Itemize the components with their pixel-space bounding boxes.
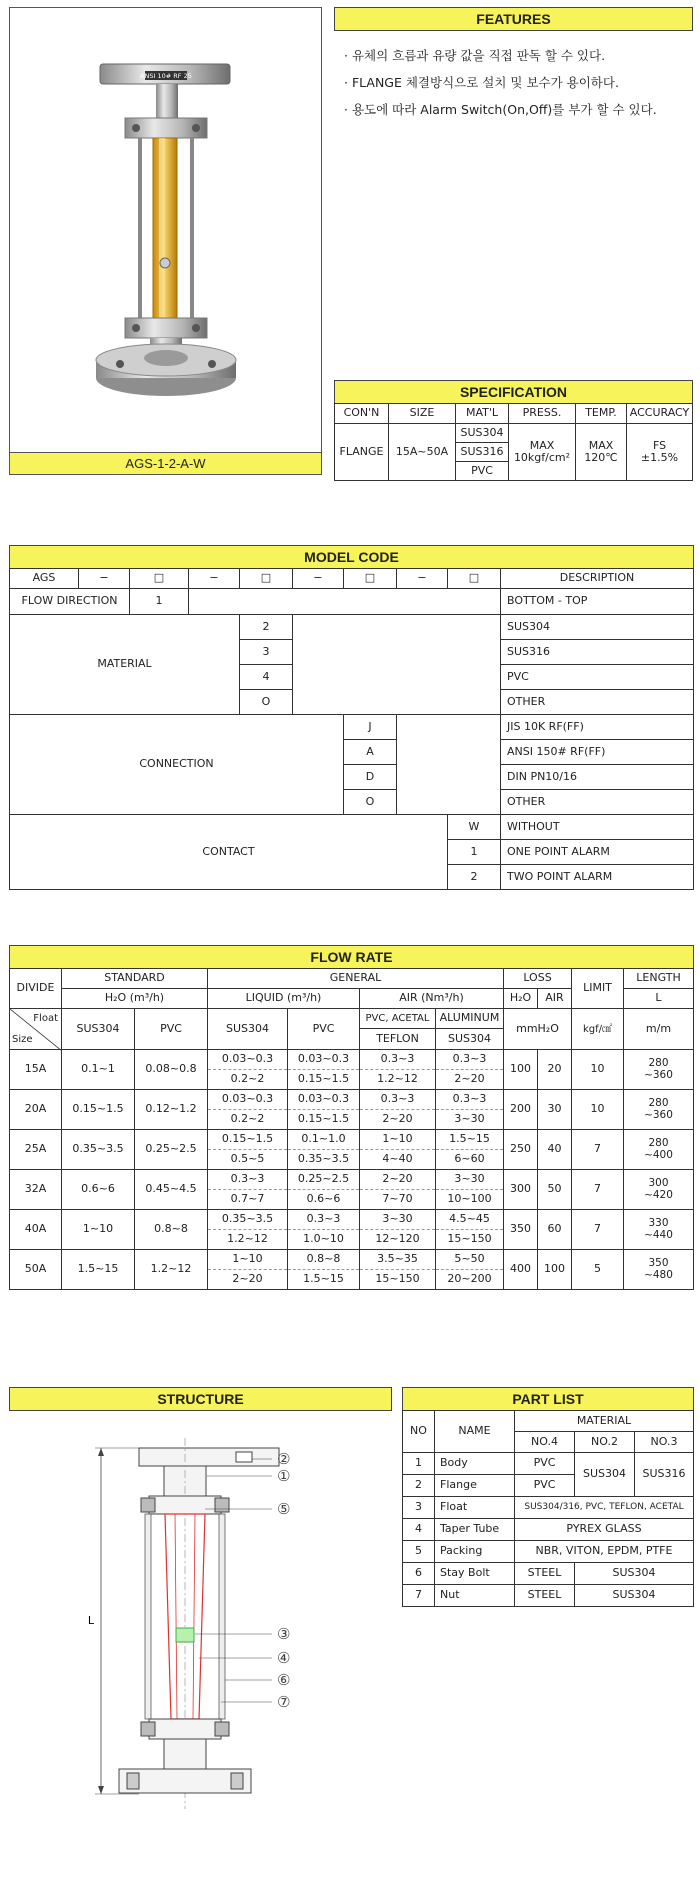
flow-limit: 7: [572, 1210, 624, 1250]
flow-air-pvc: 0.3~3: [360, 1090, 436, 1110]
flow-loss-air: 60: [538, 1210, 572, 1250]
parts-h-material: MATERIAL: [515, 1411, 694, 1432]
model-contact-label: CONTACT: [10, 815, 448, 890]
flow-std-sus304: 1~10: [62, 1210, 135, 1250]
part-no: 2: [403, 1475, 435, 1497]
flow-liq-pvc: 0.15~1.5: [288, 1070, 360, 1090]
flow-length-min: 350: [648, 1256, 669, 1269]
part-material-all: PYREX GLASS: [515, 1519, 694, 1541]
model-material-label: MATERIAL: [10, 615, 240, 715]
flow-h-mm: m/m: [624, 1009, 694, 1050]
flow-std-pvc: 1.2~12: [135, 1250, 208, 1290]
flow-air-al: 20~200: [436, 1270, 504, 1290]
flow-length-max: ~420: [644, 1188, 673, 1201]
model-material-code: 3: [240, 640, 293, 665]
flow-length: [624, 1050, 694, 1090]
callout-4: ④: [277, 1649, 291, 1667]
flow-title: FLOW RATE: [9, 945, 694, 969]
flow-air-pvc: 15~150: [360, 1270, 436, 1290]
flow-h-length: LENGTH: [624, 969, 694, 989]
flow-loss-air: 100: [538, 1250, 572, 1290]
flow-h-loss: LOSS: [504, 969, 572, 989]
part-mat23: SUS304: [575, 1563, 694, 1585]
flow-size: 20A: [10, 1090, 62, 1130]
model-connection-code: A: [344, 740, 397, 765]
flow-std-sus304: 0.1~1: [62, 1050, 135, 1090]
part-mat3: SUS316: [635, 1453, 694, 1497]
flow-h-size: Size: [12, 1034, 33, 1045]
flow-length-max: ~480: [644, 1268, 673, 1281]
flow-h-sus304: SUS304: [62, 1009, 135, 1050]
model-title: MODEL CODE: [9, 545, 694, 569]
flow-h-teflon: TEFLON: [360, 1029, 436, 1050]
flow-air-al: 10~100: [436, 1190, 504, 1210]
flow-air-al: 0.3~3: [436, 1050, 504, 1070]
callout-3: ③: [277, 1625, 291, 1643]
part-mat4: STEEL: [515, 1585, 575, 1607]
flange-plate-text: ANSI 10# RF 25: [140, 72, 192, 80]
flow-h-std-h2o: H₂O (m³/h): [62, 989, 208, 1009]
part-name: Taper Tube: [435, 1519, 515, 1541]
flow-size: 40A: [10, 1210, 62, 1250]
flow-air-al: 5~50: [436, 1250, 504, 1270]
flow-loss-h2o: 200: [504, 1090, 538, 1130]
flow-length-max: ~360: [644, 1108, 673, 1121]
flow-std-pvc: 0.08~0.8: [135, 1050, 208, 1090]
part-no: 1: [403, 1453, 435, 1475]
callout-1: ①: [277, 1467, 291, 1485]
spec-h-matl: MAT'L: [456, 404, 509, 424]
flow-h-standard: STANDARD: [62, 969, 208, 989]
flow-size: 15A: [10, 1050, 62, 1090]
flow-limit: 7: [572, 1170, 624, 1210]
model-contact-desc: TWO POINT ALARM: [501, 865, 694, 890]
spec-press: MAX 10kgf/cm²: [509, 424, 576, 481]
flow-liq-sus304: 0.7~7: [208, 1190, 288, 1210]
model-contact-code: 1: [448, 840, 501, 865]
spec-temp: MAX 120℃: [576, 424, 627, 481]
flow-length: [624, 1170, 694, 1210]
flow-h-liq-pvc: PVC: [288, 1009, 360, 1050]
flow-liq-pvc: 0.25~2.5: [288, 1170, 360, 1190]
model-connection-code: D: [344, 765, 397, 790]
model-connection-desc: ANSI 150# RF(FF): [501, 740, 694, 765]
flow-rate-table: [9, 968, 694, 1290]
flow-std-sus304: 1.5~15: [62, 1250, 135, 1290]
flow-std-pvc: 0.12~1.2: [135, 1090, 208, 1130]
part-mat4: PVC: [515, 1453, 575, 1475]
part-name: Flange: [435, 1475, 515, 1497]
model-connection-desc: JIS 10K RF(FF): [501, 715, 694, 740]
flow-h-len-l: L: [624, 989, 694, 1009]
model-material-desc: SUS304: [501, 615, 694, 640]
model-material-code: O: [240, 690, 293, 715]
flow-liq-sus304: 0.15~1.5: [208, 1130, 288, 1150]
flow-h-liquid: LIQUID (m³/h): [208, 989, 360, 1009]
parts-title: PART LIST: [402, 1387, 694, 1411]
flow-liq-sus304: 1~10: [208, 1250, 288, 1270]
model-h-box: □: [344, 569, 397, 589]
spec-material: PVC: [456, 462, 509, 481]
flow-length-min: 280: [648, 1056, 669, 1069]
spec-title: SPECIFICATION: [334, 380, 693, 404]
flow-std-pvc: 0.25~2.5: [135, 1130, 208, 1170]
flow-air-al: 15~150: [436, 1230, 504, 1250]
flow-liq-pvc: 0.03~0.3: [288, 1050, 360, 1070]
model-material-desc: OTHER: [501, 690, 694, 715]
flow-h-limit: LIMIT: [572, 969, 624, 1009]
flow-h-mmh2o: mmH₂O: [504, 1009, 572, 1050]
part-no: 4: [403, 1519, 435, 1541]
model-contact-desc: WITHOUT: [501, 815, 694, 840]
flow-size: 32A: [10, 1170, 62, 1210]
part-mat4: PVC: [515, 1475, 575, 1497]
flow-size: 50A: [10, 1250, 62, 1290]
flow-size: 25A: [10, 1130, 62, 1170]
callout-5: ⑤: [277, 1500, 291, 1518]
flow-h-loss-air: AIR: [538, 989, 572, 1009]
flow-air-pvc: 2~20: [360, 1170, 436, 1190]
feature-item: · 용도에 따라 Alarm Switch(On,Off)를 부가 할 수 있다.: [344, 102, 657, 117]
part-name: Nut: [435, 1585, 515, 1607]
flow-loss-h2o: 250: [504, 1130, 538, 1170]
flow-liq-sus304: 0.5~5: [208, 1150, 288, 1170]
part-material-all: SUS304/316, PVC, TEFLON, ACETAL: [515, 1497, 694, 1519]
model-h-dash: −: [79, 569, 130, 589]
part-no: 6: [403, 1563, 435, 1585]
flow-air-al: 3~30: [436, 1170, 504, 1190]
flow-loss-air: 40: [538, 1130, 572, 1170]
flow-limit: 10: [572, 1050, 624, 1090]
part-no: 3: [403, 1497, 435, 1519]
spec-conn: FLANGE: [335, 424, 389, 481]
part-name: Stay Bolt: [435, 1563, 515, 1585]
flow-air-al: 3~30: [436, 1110, 504, 1130]
flow-loss-h2o: 300: [504, 1170, 538, 1210]
flow-liq-sus304: 0.03~0.3: [208, 1050, 288, 1070]
part-no: 5: [403, 1541, 435, 1563]
spec-h-conn: CON'N: [335, 404, 389, 424]
structure-drawing: [9, 1414, 392, 1834]
model-h-box: □: [448, 569, 501, 589]
part-name: Float: [435, 1497, 515, 1519]
feature-item: · FLANGE 체결방식으로 설치 및 보수가 용이하다.: [344, 75, 619, 90]
spec-accuracy: FS ±1.5%: [627, 424, 693, 481]
flow-air-pvc: 12~120: [360, 1230, 436, 1250]
callout-2: ②: [277, 1450, 291, 1468]
flow-liq-pvc: 0.35~3.5: [288, 1150, 360, 1170]
flow-h-kgf: kgf/㎠: [572, 1009, 624, 1050]
flow-length-max: ~440: [644, 1228, 673, 1241]
flow-liq-sus304: 2~20: [208, 1270, 288, 1290]
flow-length: [624, 1130, 694, 1170]
spec-material: SUS316: [456, 443, 509, 462]
model-h-dash: −: [189, 569, 240, 589]
flow-air-pvc: 1~10: [360, 1130, 436, 1150]
flow-length-min: 300: [648, 1176, 669, 1189]
spec-h-temp: TEMP.: [576, 404, 627, 424]
flow-length-min: 330: [648, 1216, 669, 1229]
flow-air-pvc: 2~20: [360, 1110, 436, 1130]
model-flow-desc: BOTTOM - TOP: [501, 589, 694, 615]
model-contact-code: 2: [448, 865, 501, 890]
flow-air-pvc: 0.3~3: [360, 1050, 436, 1070]
flow-std-sus304: 0.6~6: [62, 1170, 135, 1210]
flow-h-al-sus: SUS304: [436, 1029, 504, 1050]
part-name: Packing: [435, 1541, 515, 1563]
model-flow-label: FLOW DIRECTION: [10, 589, 130, 615]
model-contact-code: W: [448, 815, 501, 840]
flow-length: [624, 1090, 694, 1130]
part-mat23: SUS304: [575, 1585, 694, 1607]
flow-loss-h2o: 400: [504, 1250, 538, 1290]
spec-h-press: PRESS.: [509, 404, 576, 424]
flow-limit: 7: [572, 1130, 624, 1170]
flow-length: [624, 1210, 694, 1250]
flow-h-air: AIR (Nm³/h): [360, 989, 504, 1009]
flow-std-pvc: 0.45~4.5: [135, 1170, 208, 1210]
callout-6: ⑥: [277, 1671, 291, 1689]
product-photo-box: [9, 7, 322, 475]
product-photo: [10, 8, 321, 453]
flow-length-min: 280: [648, 1096, 669, 1109]
flow-liq-pvc: 0.3~3: [288, 1210, 360, 1230]
model-material-code: 2: [240, 615, 293, 640]
flow-length: [624, 1250, 694, 1290]
parts-h-no3: NO.3: [635, 1432, 694, 1453]
flow-air-pvc: 7~70: [360, 1190, 436, 1210]
features-list: [344, 42, 694, 123]
model-code-table: [9, 568, 694, 890]
model-connection-code: J: [344, 715, 397, 740]
model-connection-desc: OTHER: [501, 790, 694, 815]
parts-h-name: NAME: [435, 1411, 515, 1453]
model-flow-code: 1: [130, 589, 189, 615]
flow-air-pvc: 1.2~12: [360, 1070, 436, 1090]
flow-loss-air: 50: [538, 1170, 572, 1210]
flow-liq-sus304: 0.2~2: [208, 1110, 288, 1130]
flow-limit: 10: [572, 1090, 624, 1130]
model-h-dash: −: [293, 569, 344, 589]
flow-loss-air: 20: [538, 1050, 572, 1090]
parts-h-no4: NO.4: [515, 1432, 575, 1453]
model-material-code: 4: [240, 665, 293, 690]
flow-air-al: 0.3~3: [436, 1090, 504, 1110]
part-mat2: SUS304: [575, 1453, 635, 1497]
flow-length-min: 280: [648, 1136, 669, 1149]
flow-air-al: 4.5~45: [436, 1210, 504, 1230]
photo-caption: AGS-1-2-A-W: [9, 452, 322, 475]
flow-h-general: GENERAL: [208, 969, 504, 989]
flow-loss-h2o: 100: [504, 1050, 538, 1090]
flow-air-pvc: 3.5~35: [360, 1250, 436, 1270]
model-h-dash: −: [397, 569, 448, 589]
spec-table: [334, 403, 693, 481]
model-material-desc: PVC: [501, 665, 694, 690]
flow-std-sus304: 0.35~3.5: [62, 1130, 135, 1170]
model-connection-desc: DIN PN10/16: [501, 765, 694, 790]
model-h-description: DESCRIPTION: [501, 569, 694, 589]
flow-liq-pvc: 1.0~10: [288, 1230, 360, 1250]
flow-h-loss-h2o: H₂O: [504, 989, 538, 1009]
callout-7: ⑦: [277, 1693, 291, 1711]
model-h-ags: AGS: [10, 569, 79, 589]
flow-liq-pvc: 0.03~0.3: [288, 1090, 360, 1110]
spec-h-size: SIZE: [389, 404, 456, 424]
spec-h-accuracy: ACCURACY: [627, 404, 693, 424]
flow-h-float: Float: [33, 1013, 58, 1024]
features-title: FEATURES: [334, 7, 693, 31]
spec-material: SUS304: [456, 424, 509, 443]
flow-air-al: 1.5~15: [436, 1130, 504, 1150]
flow-liq-sus304: 0.35~3.5: [208, 1210, 288, 1230]
part-name: Body: [435, 1453, 515, 1475]
structure-title: STRUCTURE: [9, 1387, 392, 1411]
flow-loss-air: 30: [538, 1090, 572, 1130]
flow-liq-sus304: 0.3~3: [208, 1170, 288, 1190]
flow-h-liq-sus: SUS304: [208, 1009, 288, 1050]
flow-air-pvc: 4~40: [360, 1150, 436, 1170]
model-material-desc: SUS316: [501, 640, 694, 665]
part-list-table: [402, 1410, 694, 1607]
flow-std-sus304: 0.15~1.5: [62, 1090, 135, 1130]
spec-size: 15A~50A: [389, 424, 456, 481]
model-h-box: □: [130, 569, 189, 589]
flow-liq-sus304: 0.03~0.3: [208, 1090, 288, 1110]
model-connection-code: O: [344, 790, 397, 815]
parts-h-no: NO: [403, 1411, 435, 1453]
part-material-all: NBR, VITON, EPDM, PTFE: [515, 1541, 694, 1563]
flow-h-pvc-acetal: PVC, ACETAL: [360, 1009, 436, 1029]
dim-label-l: L: [87, 1614, 95, 1627]
flow-limit: 5: [572, 1250, 624, 1290]
flow-h-aluminum: ALUMINUM: [436, 1009, 504, 1029]
flow-liq-pvc: 1.5~15: [288, 1270, 360, 1290]
flow-length-max: ~360: [644, 1068, 673, 1081]
flow-liq-pvc: 0.1~1.0: [288, 1130, 360, 1150]
flow-h-float-size: [10, 1009, 62, 1050]
parts-h-no2: NO.2: [575, 1432, 635, 1453]
flow-air-pvc: 3~30: [360, 1210, 436, 1230]
flow-h-divide: DIVIDE: [10, 969, 62, 1009]
part-no: 7: [403, 1585, 435, 1607]
flow-liq-pvc: 0.8~8: [288, 1250, 360, 1270]
flow-rows: [10, 1050, 694, 1290]
model-contact-desc: ONE POINT ALARM: [501, 840, 694, 865]
flow-length-max: ~400: [644, 1148, 673, 1161]
flow-liq-sus304: 0.2~2: [208, 1070, 288, 1090]
flow-liq-pvc: 0.15~1.5: [288, 1110, 360, 1130]
feature-item: · 유체의 흐름과 유량 값을 직접 판독 할 수 있다.: [344, 48, 606, 63]
model-h-box: □: [240, 569, 293, 589]
flow-liq-pvc: 0.6~6: [288, 1190, 360, 1210]
flow-air-al: 2~20: [436, 1070, 504, 1090]
flow-loss-h2o: 350: [504, 1210, 538, 1250]
flow-h-pvc: PVC: [135, 1009, 208, 1050]
flow-liq-sus304: 1.2~12: [208, 1230, 288, 1250]
part-mat4: STEEL: [515, 1563, 575, 1585]
flow-air-al: 6~60: [436, 1150, 504, 1170]
flow-std-pvc: 0.8~8: [135, 1210, 208, 1250]
model-connection-label: CONNECTION: [10, 715, 344, 815]
